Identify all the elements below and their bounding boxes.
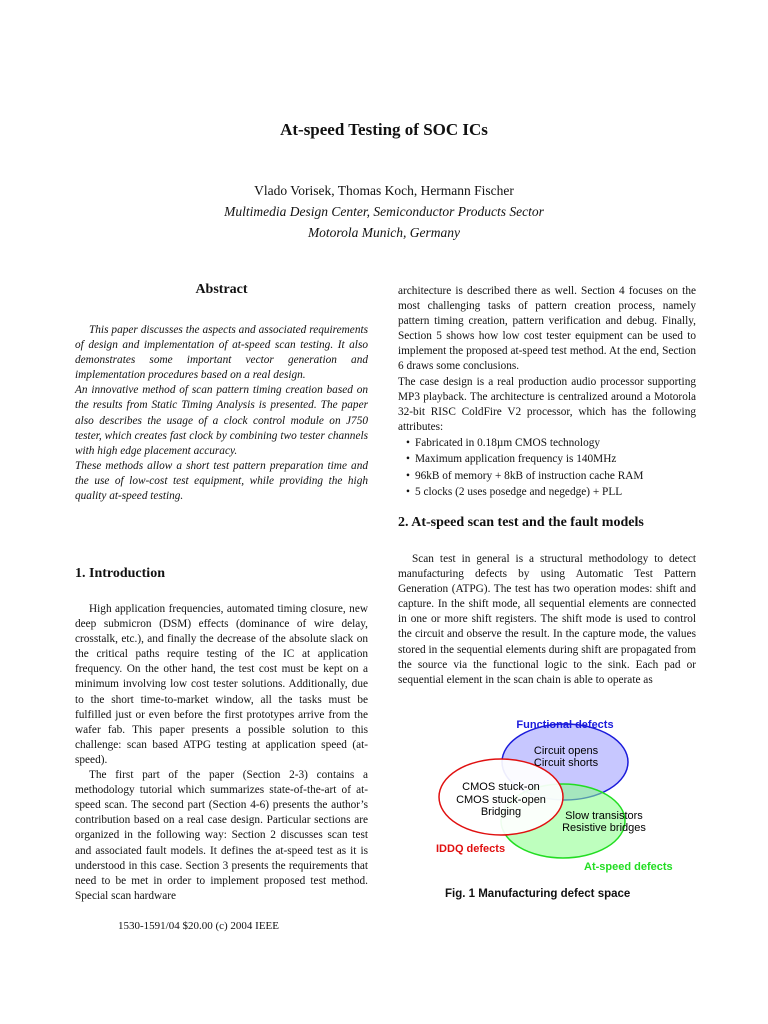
introduction-heading: 1. Introduction — [75, 566, 165, 581]
functional-item-2: Circuit shorts — [533, 757, 599, 769]
iddq-item-2: CMOS stuck-open — [456, 794, 546, 806]
section-2-heading: 2. At-speed scan test and the fault models — [398, 515, 644, 530]
abstract-body — [75, 323, 368, 504]
list-item: • 5 clocks (2 uses posedge and negedge) + PLL — [406, 484, 696, 500]
copyright-footer: 1530-1591/04 $20.00 (c) 2004 IEEE — [118, 920, 279, 932]
list-item: • 96kB of memory + 8kB of instruction cache RAM — [406, 468, 696, 484]
atspeed-item-1: Slow transistors — [565, 810, 643, 822]
atspeed-item-2: Resistive bridges — [562, 822, 646, 834]
right-column-top — [398, 284, 696, 501]
section-2-body — [398, 552, 696, 688]
introduction-paragraph-1: High application frequencies, automated timing closure, new deep submicron (DSM) effects (dominance of wire delay, crosstalk, etc.), and finally the decrease of the absolute slack on the critical paths require testing of the IC at application frequency. On the other hand, the test cost must be kept on a minimum involving low cost tester solutions. Additionally, due to the short time-to-market window, all the tasks must be fulfilled just or even before the first prototypes arrive from the wafer fab. This paper presents a possible solution to this challenge: scan based ATPG testing at application speed (at-speed). — [75, 603, 368, 766]
abstract-paragraph-2: An innovative method of scan pattern timing creation based on the results from Static Timing Analysis is presented. The paper also describes the usage of a clock control module on J750 tester, which creates fast clock by combining two tester channels with high edge placement accuracy. — [75, 384, 368, 457]
iddq-item-3: Bridging — [480, 806, 522, 818]
functional-item-1: Circuit opens — [533, 745, 599, 757]
list-item: • Maximum application frequency is 140MHz — [406, 451, 696, 467]
iddq-item-1: CMOS stuck-on — [462, 781, 540, 793]
introduction-paragraph-2: The first part of the paper (Section 2-3) contains a methodology tutorial which summarizes state-of-the-art of at-speed scan. The second part (Section 4-6) presents the author’s contribution based on a real case design. Particular sections are organized in the following way: Section 2 discusses scan test and associated fault models. It defines the at-speed test as it is understood in this case. Section 3 presents the requirements that need to be met in order to implement proposed test method. Special scan hardware — [75, 769, 368, 902]
defect-space-venn-diagram — [398, 710, 698, 905]
attribute-list — [398, 435, 696, 501]
paper-title: At-speed Testing of SOC ICs — [280, 120, 488, 139]
continuation-paragraph: architecture is described there as well. Section 4 focuses on the most challenging tasks of pattern creation process, namely pattern timing creation, pattern verification and debug. Finally, Section 5 shows how low cost tester equipment can be used to implement the proposed at-speed test method. At the end, Section 6 draws some conclusions. — [398, 285, 696, 373]
introduction-body — [75, 602, 368, 904]
functional-defects-label: Functional defects — [516, 719, 614, 731]
iddq-defects-label: IDDQ defects — [436, 843, 506, 855]
affiliation-line-2: Motorola Munich, Germany — [307, 225, 461, 240]
atspeed-defects-label: At-speed defects — [584, 861, 673, 873]
affiliation-line-1: Multimedia Design Center, Semiconductor Products Sector — [224, 204, 544, 219]
design-paragraph: The case design is a real production audio processor supporting MP3 playback. The architecture is centralized around a Motorola 32-bit RISC ColdFire V2 processor, which has the following attributes: — [398, 375, 696, 433]
author-list: Vlado Vorisek, Thomas Koch, Hermann Fischer — [254, 183, 514, 198]
abstract-paragraph-1: This paper discusses the aspects and associated requirements of design and implementation of at-speed scan testing. It also demonstrates some important vector generation and implementation procedures based on a real design. — [75, 324, 368, 382]
abstract-heading: Abstract — [195, 282, 248, 297]
figure-caption: Fig. 1 Manufacturing defect space — [445, 888, 631, 900]
abstract-paragraph-3: These methods allow a short test pattern preparation time and the use of low-cost test equipment, while providing the high quality at-speed testing. — [75, 459, 368, 503]
section-2-paragraph: Scan test in general is a structural methodology to detect manufacturing defects by using Automatic Test Pattern Generation (ATPG). The test has two operation modes: shift and capture. In the shift mode, all sequential elements are connected in one or more shift registers. The shift mode is used to control the circuit and observe the result. In the capture mode, the values stored in the sequential elements during shift are propagated from the source via the functional logic to the sink. Each pad or sequential element in the scan chain is able to operate as — [398, 553, 696, 686]
list-item: • Fabricated in 0.18µm CMOS technology — [406, 435, 696, 451]
